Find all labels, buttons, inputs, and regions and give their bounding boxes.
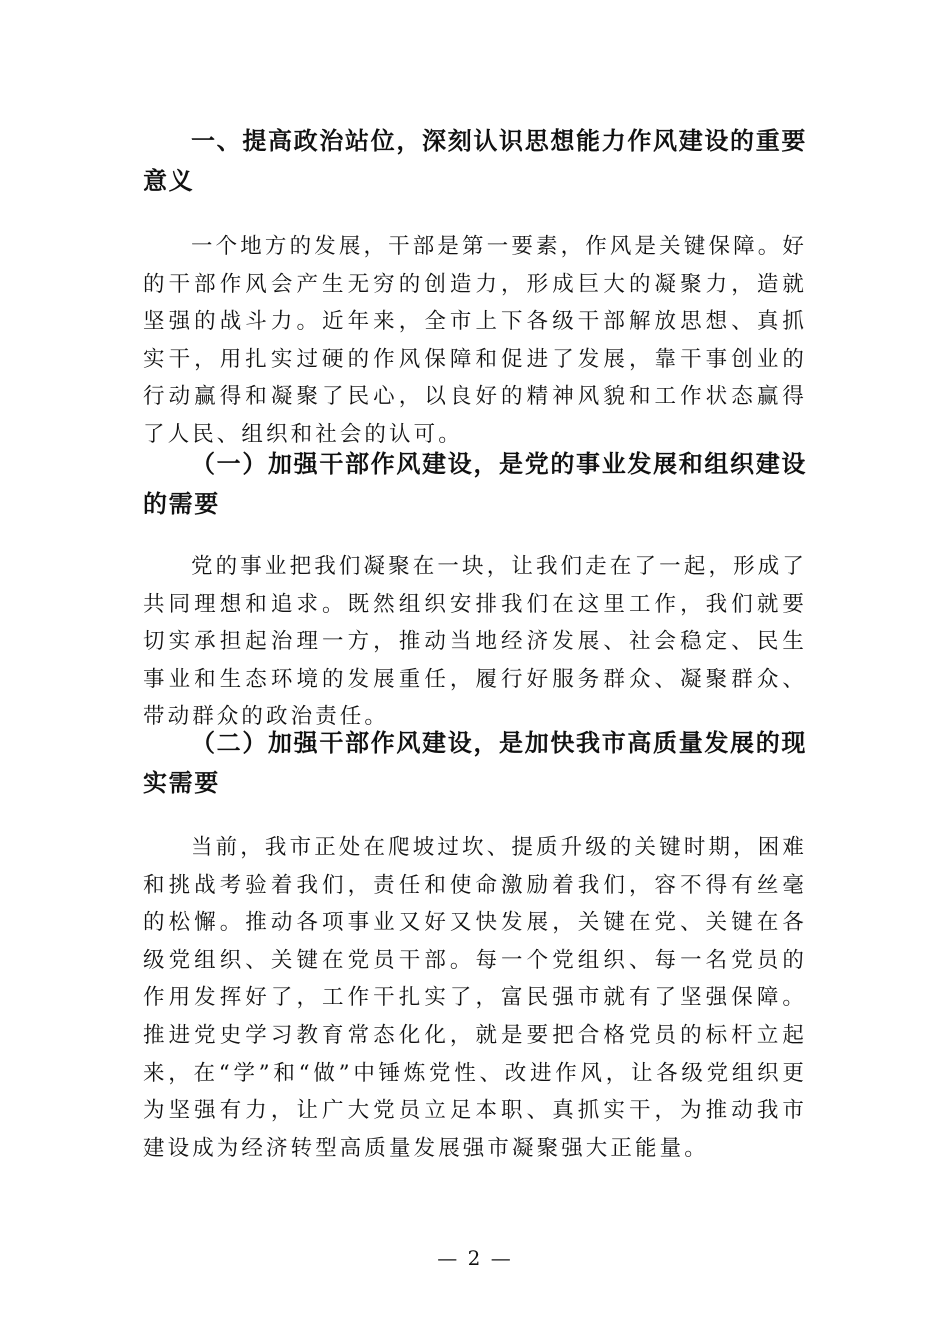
section-heading-3: （二）加强干部作风建设，是加快我市高质量发展的现实需要 bbox=[143, 729, 807, 797]
page-number: — 2 — bbox=[437, 1246, 513, 1270]
section-paragraph-1: 一个地方的发展，干部是第一要素，作风是关键保障。好的干部作风会产生无穷的创造力，形成巨大的凝聚力，造就坚强的战斗力。近年来，全市上下各级干部解放思想、真抓实干，用扎实过硬的作风保障和促进了发展，靠干事创业的行动赢得和凝聚了民心，以良好的精神风貌和工作状态赢得了人民、组织和社会的认可。 bbox=[143, 234, 807, 447]
section-paragraph-2: 党的事业把我们凝聚在一块，让我们走在了一起，形成了共同理想和追求。既然组织安排我们在这里工作，我们就要切实承担起治理一方，推动当地经济发展、社会稳定、民生事业和生态环境的发展重任，履行好服务群众、凝聚群众、带动群众的政治责任。 bbox=[143, 554, 807, 730]
section-heading-2: （一）加强干部作风建设，是党的事业发展和组织建设的需要 bbox=[143, 450, 807, 518]
section-paragraph-3: 当前，我市正处在爬坡过坎、提质升级的关键时期，困难和挑战考验着我们，责任和使命激励着我们，容不得有丝毫的松懈。推动各项事业又好又快发展，关键在党、关键在各级党组织、关键在党员干部。每一个党组织、每一名党员的作用发挥好了，工作干扎实了，富民强市就有了坚强保障。推进党史学习教育常态化化，就是要把合格党员的标杆立起来，在“学”和“做”中锤炼党性、改进作风，让各级党组织更为坚强有力，让广大党员立足本职、真抓实干，为推动我市建设成为经济转型高质量发展强市凝聚强大正能量。 bbox=[143, 835, 807, 1161]
section-heading-1: 一、提高政治站位，深刻认识思想能力作风建设的重要意义 bbox=[143, 127, 807, 195]
